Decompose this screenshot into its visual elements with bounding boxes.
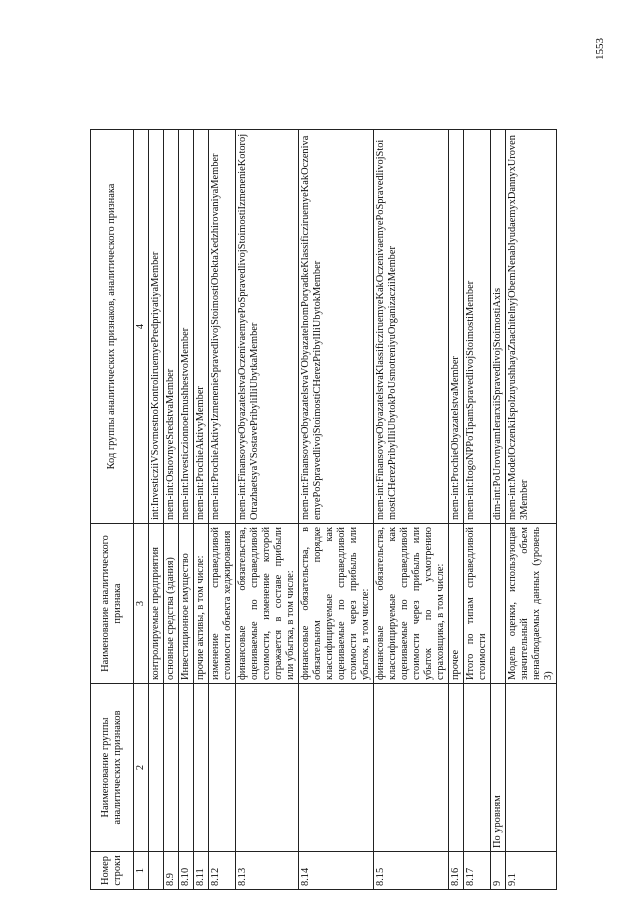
column-index-row: [134, 130, 149, 890]
col-index: 3: [134, 524, 149, 684]
header-code: Код группы аналитических признаков, аналитического признака: [91, 130, 134, 524]
row-group: [209, 684, 236, 852]
header-group-name: Наименование группы аналитических признаков: [91, 684, 134, 852]
row-code: mem-int:ProchieAktivyMember: [194, 130, 209, 524]
row-number: 8.12: [209, 852, 236, 890]
row-feature-name: прочие активы, в том числе:: [194, 524, 209, 684]
row-number: 8.15: [374, 852, 449, 890]
table-header-row: [91, 130, 134, 890]
row-group: [449, 684, 464, 852]
row-code: mem-int:FinansovyeObyazatelstvaOczenivaemyePoSpravedlivojStoimostiIzmenenieKotorojOtrazhaetsyaVSostavePribyliIliUbytkaMember: [236, 130, 299, 524]
table-row: [464, 130, 491, 890]
table-row: [149, 130, 164, 890]
row-number: 8.17: [464, 852, 491, 890]
row-number: 8.10: [179, 852, 194, 890]
row-group: [299, 684, 374, 852]
row-number: 8.9: [164, 852, 179, 890]
row-group: [506, 684, 557, 852]
table-row: [236, 130, 299, 890]
row-group: [149, 684, 164, 852]
col-index: 1: [134, 852, 149, 890]
row-number: 8.13: [236, 852, 299, 890]
row-number: 8.16: [449, 852, 464, 890]
header-row-number: Номер строки: [91, 852, 134, 890]
row-group: [194, 684, 209, 852]
row-group: [464, 684, 491, 852]
row-feature-name: основные средства (здания): [164, 524, 179, 684]
row-code: mem-int:ProchieAktivyIzmenenieSpravedlivojStoimostiObektaXedzhirovaniyaMember: [209, 130, 236, 524]
row-code: mem-int:FinansovyeObyazatelstvaKlassificziruemyeKakOczenivaemyePoSpravedlivojStoimostiCHerezPribylIliUbytokPoUsmotreniyuOrganizacziiMember: [374, 130, 449, 524]
table-row: [164, 130, 179, 890]
row-code: dim-int:PoUrovnyamIerarxiiSpravedlivojStoimostiAxis: [491, 130, 506, 524]
col-index: 4: [134, 130, 149, 524]
row-feature-name: финансовые обязательства, классифицируемые как оцениваемые по справедливой стоимости через прибыль или убыток по усмотрению страховщика, в том числе:: [374, 524, 449, 684]
table-row: [299, 130, 374, 890]
row-number: 8.14: [299, 852, 374, 890]
row-feature-name: [491, 524, 506, 684]
row-number: 9: [491, 852, 506, 890]
row-code: mem-int:FinansovyeObyazatelstvaVObyazatelnomPoryadkeKlassificziruemyeKakOczenivaemyePoSpravedlivojStoimostiCHerezPribylIliUbytokMember: [299, 130, 374, 524]
row-code: mem-int:ModelOczenkiIspolzuyushhayaZnachitelnyjObemNenablyudaemyxDannyxUroven3Member: [506, 130, 557, 524]
row-feature-name: контролируемые предприятия: [149, 524, 164, 684]
table-row: [506, 130, 557, 890]
rotated-table-container: [90, 130, 602, 890]
row-code: mem-int:ProchieObyazatelstvaMember: [449, 130, 464, 524]
row-feature-name: финансовые обязательства, в обязательном порядке классифицируемые как оцениваемые по справедливой стоимости через прибыль или убыток, в том числе:: [299, 524, 374, 684]
table-row: [179, 130, 194, 890]
row-feature-name: Инвестиционное имущество: [179, 524, 194, 684]
page-number: 1553: [594, 38, 606, 60]
row-number: [149, 852, 164, 890]
row-code: int:InvesticziiVSovmestnoKontroliruemyePredpriyatiyaMember: [149, 130, 164, 524]
row-feature-name: Итого по типам справедливой стоимости: [464, 524, 491, 684]
row-number: 8.11: [194, 852, 209, 890]
row-code: mem-int:OsnovnyeSredstvaMember: [164, 130, 179, 524]
table-row: [491, 130, 506, 890]
row-group: [236, 684, 299, 852]
row-group: [374, 684, 449, 852]
header-feature-name: Наименование аналитического признака: [91, 524, 134, 684]
row-code: mem-int:ItogoNPPoTipamSpravedlivojStoimostiMember: [464, 130, 491, 524]
row-group: [164, 684, 179, 852]
row-feature-name: прочее: [449, 524, 464, 684]
table-row: [209, 130, 236, 890]
table-row: [374, 130, 449, 890]
row-code: mem-int:InvesticzionnoeImushhestvoMember: [179, 130, 194, 524]
table-row: [449, 130, 464, 890]
row-group: [179, 684, 194, 852]
row-feature-name: финансовые обязательства, оцениваемые по справедливой стоимости, изменение которой отражается в составе прибыли или убытка, в том числе:: [236, 524, 299, 684]
row-feature-name: изменение справедливой стоимости объекта хеджирования: [209, 524, 236, 684]
col-index: 2: [134, 684, 149, 852]
row-group: По уровням: [491, 684, 506, 852]
table-row: [194, 130, 209, 890]
analytics-table: [90, 129, 557, 890]
row-number: 9.1: [506, 852, 557, 890]
row-feature-name: Модель оценки, использующая значительный объем ненаблюдаемых данных (уровень 3): [506, 524, 557, 684]
